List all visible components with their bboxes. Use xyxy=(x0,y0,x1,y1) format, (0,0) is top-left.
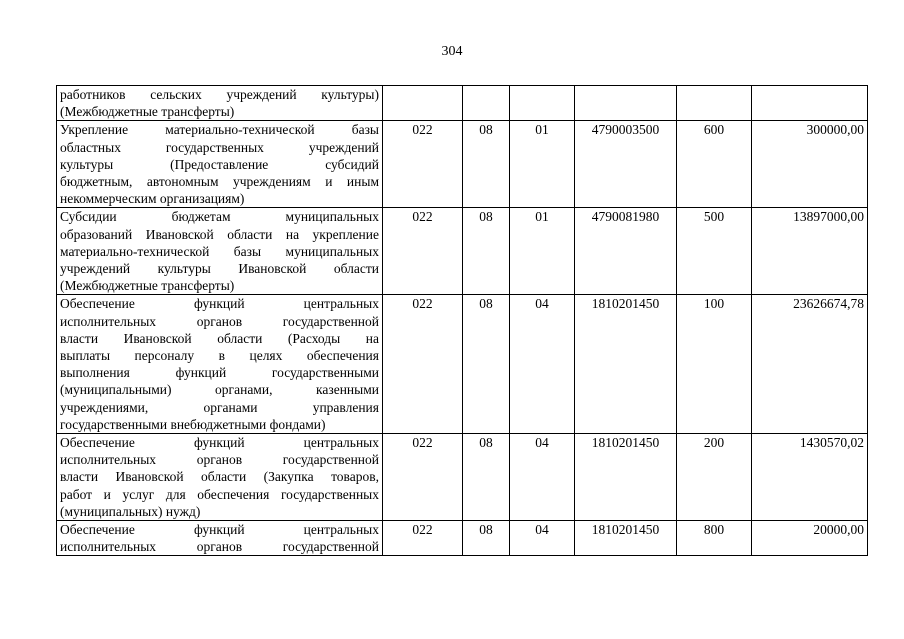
description-line: (Межбюджетные трансферты) xyxy=(60,104,235,120)
description-cell xyxy=(57,121,383,208)
description-line: Обеспечение функций центральных xyxy=(60,296,379,312)
description-line: культуры (Предоставление субсидий xyxy=(60,156,379,172)
amount-cell: 23626674,78 xyxy=(752,295,868,434)
description-line: некоммерческим организациям) xyxy=(60,191,245,207)
description-cell xyxy=(57,295,383,434)
description-line: Обеспечение функций центральных xyxy=(60,522,379,538)
description-cell xyxy=(57,521,383,556)
subsection-code-cell: 01 xyxy=(510,208,575,295)
amount-cell: 13897000,00 xyxy=(752,208,868,295)
table-row xyxy=(57,521,868,556)
section-code-cell: 08 xyxy=(463,208,510,295)
expense-type-cell: 100 xyxy=(677,295,752,434)
description-line: исполнительных органов государственной xyxy=(60,539,379,555)
target-code-cell: 1810201450 xyxy=(575,434,677,521)
target-code-cell xyxy=(575,86,677,121)
admin-code-cell: 022 xyxy=(383,295,463,434)
section-code-cell: 08 xyxy=(463,295,510,434)
section-code-cell: 08 xyxy=(463,521,510,556)
expense-type-cell: 800 xyxy=(677,521,752,556)
section-code-cell xyxy=(463,86,510,121)
table-row xyxy=(57,295,868,434)
description-cell xyxy=(57,86,383,121)
table-row xyxy=(57,121,868,208)
admin-code-cell: 022 xyxy=(383,434,463,521)
subsection-code-cell: 04 xyxy=(510,434,575,521)
description-line: власти Ивановской области (Расходы на xyxy=(60,330,379,346)
budget-table xyxy=(56,85,868,556)
description-line: материально-технической базы муниципальных xyxy=(60,243,379,259)
expense-type-cell: 200 xyxy=(677,434,752,521)
description-line: выполнения функций государственными xyxy=(60,365,379,381)
admin-code-cell: 022 xyxy=(383,521,463,556)
section-code-cell: 08 xyxy=(463,121,510,208)
admin-code-cell xyxy=(383,86,463,121)
amount-cell: 1430570,02 xyxy=(752,434,868,521)
amount-cell: 300000,00 xyxy=(752,121,868,208)
target-code-cell: 4790003500 xyxy=(575,121,677,208)
description-line: (муниципальных) нужд) xyxy=(60,503,201,519)
description-line: исполнительных органов государственной xyxy=(60,452,379,468)
table-row xyxy=(57,434,868,521)
amount-cell xyxy=(752,86,868,121)
description-cell xyxy=(57,208,383,295)
subsection-code-cell: 01 xyxy=(510,121,575,208)
description-line: (муниципальными) органами, казенными xyxy=(60,382,379,398)
description-line: работ и услуг для обеспечения государственных xyxy=(60,486,379,502)
target-code-cell: 1810201450 xyxy=(575,521,677,556)
description-line: Обеспечение функций центральных xyxy=(60,435,379,451)
subsection-code-cell: 04 xyxy=(510,521,575,556)
expense-type-cell: 500 xyxy=(677,208,752,295)
table-row xyxy=(57,208,868,295)
admin-code-cell: 022 xyxy=(383,121,463,208)
subsection-code-cell xyxy=(510,86,575,121)
description-line: работников сельских учреждений культуры) xyxy=(60,87,379,102)
description-line: учреждениями, органами управления xyxy=(60,399,379,415)
target-code-cell: 4790081980 xyxy=(575,208,677,295)
admin-code-cell: 022 xyxy=(383,208,463,295)
description-line: Укрепление материально-технической базы xyxy=(60,122,379,138)
description-line: выплаты персоналу в целях обеспечения xyxy=(60,348,379,364)
page-number: 304 xyxy=(441,44,463,59)
description-line: Субсидии бюджетам муниципальных xyxy=(60,209,379,225)
description-cell xyxy=(57,434,383,521)
description-line: власти Ивановской области (Закупка товаров, xyxy=(60,469,379,485)
description-line: областных государственных учреждений xyxy=(60,139,379,155)
description-line: исполнительных органов государственной xyxy=(60,313,379,329)
expense-type-cell: 600 xyxy=(677,121,752,208)
description-line: бюджетным, автономным учреждениям и иным xyxy=(60,174,379,190)
description-line: учреждений культуры Ивановской области xyxy=(60,261,379,277)
table-row xyxy=(57,86,868,121)
target-code-cell: 1810201450 xyxy=(575,295,677,434)
amount-cell: 20000,00 xyxy=(752,521,868,556)
description-line: государственными внебюджетными фондами) xyxy=(60,416,326,432)
subsection-code-cell: 04 xyxy=(510,295,575,434)
section-code-cell: 08 xyxy=(463,434,510,521)
expense-type-cell xyxy=(677,86,752,121)
description-line: (Межбюджетные трансферты) xyxy=(60,278,235,294)
description-line: образований Ивановской области на укрепление xyxy=(60,226,379,242)
